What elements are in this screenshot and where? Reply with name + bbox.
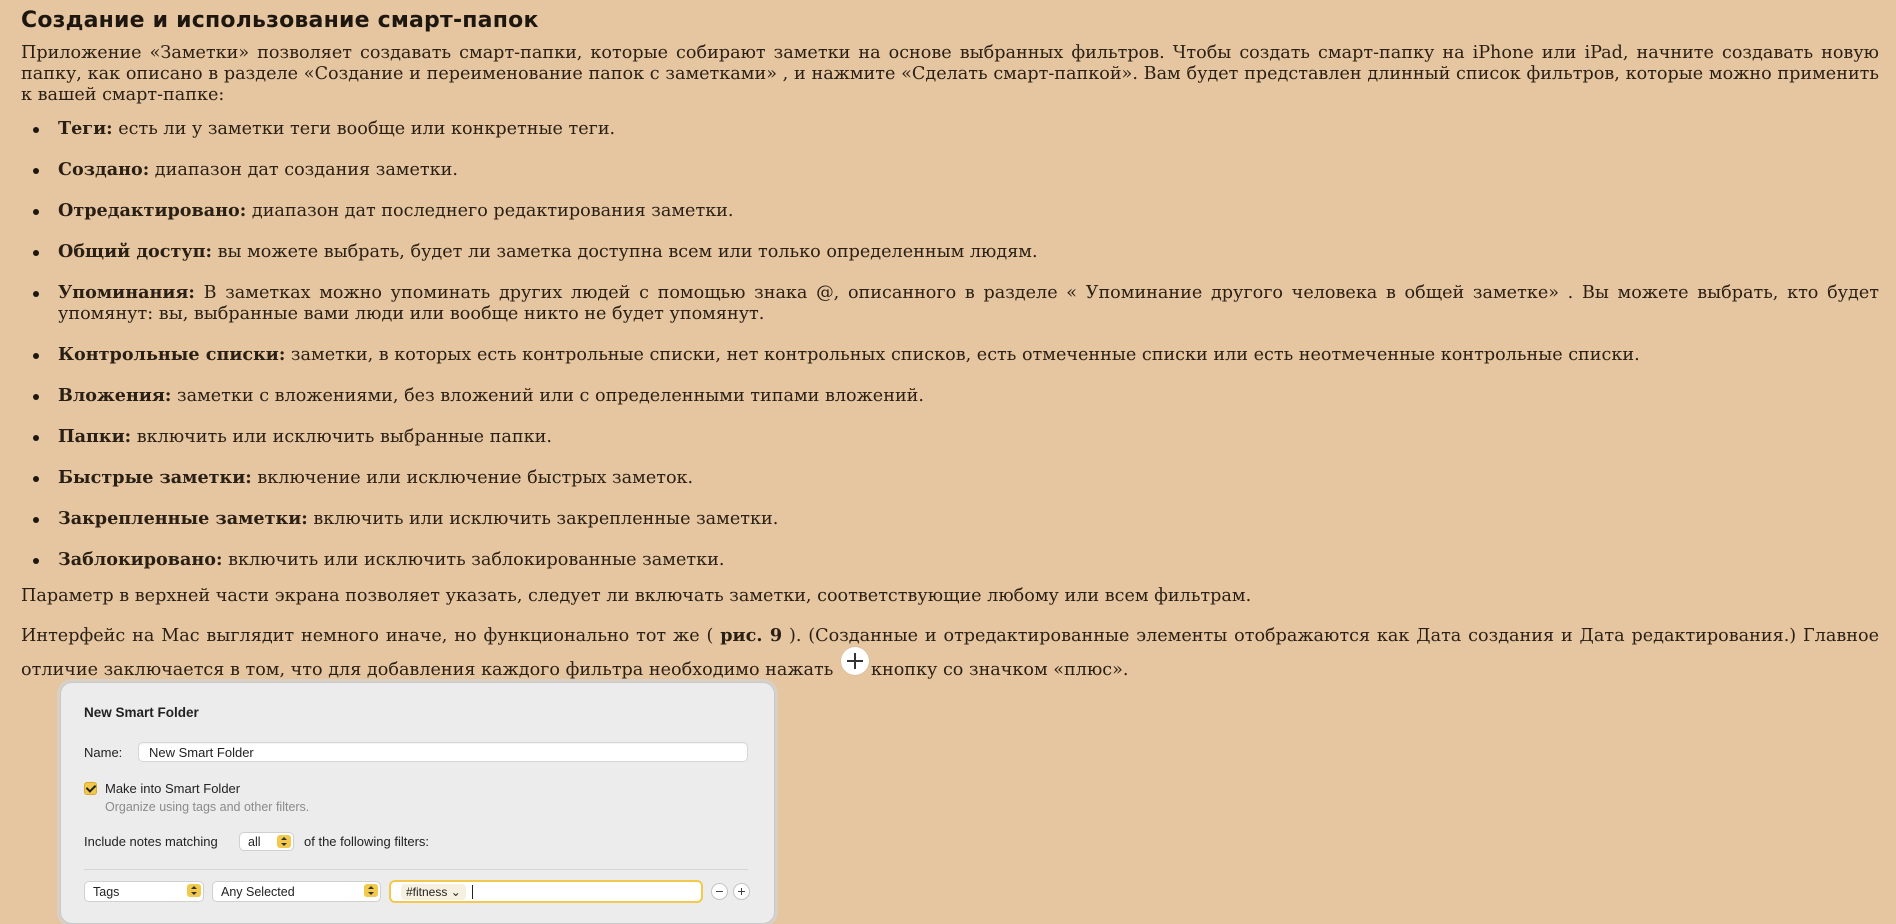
list-item [58, 344, 1879, 366]
filter-term: Заблокировано: [58, 549, 223, 570]
list-item [58, 200, 1879, 222]
filter-term: Отредактировано: [58, 200, 247, 221]
list-item [58, 118, 1879, 140]
tag-token: #fitness ⌄ [401, 884, 466, 900]
filter-desc: В заметках можно упоминать других людей с помощью знака @, описанного в разделе « Упоминание другого человека в общей заметке» . Вы можете выбрать, кто будет упомянут: вы, выбранные вами люди или вообще никто не будет упомянут. [58, 283, 1879, 324]
filter-term: Упоминания: [58, 282, 195, 303]
filter-mode-select [212, 881, 381, 902]
include-label: Include notes matching [84, 834, 218, 849]
filter-term: Создано: [58, 159, 150, 180]
page-title: Создание и использование смарт-папок [21, 8, 539, 33]
filter-term: Теги: [58, 118, 113, 139]
filter-term: Быстрые заметки: [58, 467, 252, 488]
make-smart-subtitle: Organize using tags and other filters. [105, 800, 310, 814]
list-item [58, 385, 1879, 407]
list-item [58, 549, 1879, 571]
param-paragraph: Параметр в верхней части экрана позволяет указать, следует ли включать заметки, соответствующие любому или всем фильтрам. [21, 586, 1252, 606]
figure-link[interactable]: рис. 9 [720, 625, 783, 646]
filter-desc: вы можете выбрать, будет ли заметка доступна всем или только определенным людям. [212, 242, 1038, 262]
include-value: all [248, 835, 261, 849]
article [21, 0, 1879, 699]
list-item [58, 159, 1879, 181]
filter-desc: есть ли у заметки теги вообще или конкретные теги. [112, 119, 616, 139]
stepper-icon [277, 835, 291, 848]
plus-icon [733, 883, 750, 900]
include-suffix: of the following filters: [304, 834, 430, 849]
filter-desc: включить или исключить выбранные папки. [131, 427, 552, 447]
mac-text-part3: кнопку со значком «плюс». [870, 660, 1129, 680]
filter-term: Вложения: [58, 385, 172, 406]
mac-text-part1: Интерфейс на Mac выглядит немного иначе, но функционально тот же ( [21, 626, 721, 646]
name-field: New Smart Folder [138, 742, 748, 762]
filter-term: Контрольные списки: [58, 344, 286, 365]
make-smart-label: Make into Smart Folder [105, 781, 241, 796]
filter-field-select [84, 881, 204, 902]
filter-desc: включить или исключить заблокированные заметки. [222, 550, 725, 570]
filter-term: Общий доступ: [58, 241, 213, 262]
stepper-icon [364, 884, 378, 897]
filter-desc: включение или исключение быстрых заметок. [251, 468, 694, 488]
tag-field [389, 880, 703, 903]
mac-text-part2: ). (Созданные и отредактированные элементы отображаются как Дата создания и Дата редактирования.) Главное отличие заключается в том, что для добавления каждого фильтра необходимо нажать [21, 626, 1879, 680]
list-item [58, 282, 1879, 325]
smart-folder-dialog-figure [60, 682, 775, 924]
list-item [58, 508, 1879, 530]
list-item [58, 426, 1879, 448]
filter-list [21, 118, 1879, 571]
filter-desc: диапазон дат создания заметки. [149, 160, 458, 180]
filter-desc: заметки с вложениями, без вложений или с определенными типами вложений. [171, 386, 924, 406]
filter-term: Закрепленные заметки: [58, 508, 308, 529]
list-item [58, 467, 1879, 489]
filter-desc: заметки, в которых есть контрольные списки, нет контрольных списков, есть отмеченные списки или есть неотмеченные контрольные списки. [285, 345, 1640, 365]
minus-icon [711, 883, 728, 900]
name-label: Name: [84, 745, 123, 760]
intro-paragraph: Приложение «Заметки» позволяет создавать смарт-папки, которые собирают заметки на основе выбранных фильтров. Чтобы создать смарт-папку на iPhone или iPad, начните создавать новую папку, как описано в разделе «Создание и переименование папок с заметками» , и нажмите «Сделать смарт-папкой». Вам будет представлен длинный список фильтров, которые можно применить к вашей смарт-папке: [21, 43, 1879, 105]
plus-icon [841, 647, 869, 675]
filter-desc: включить или исключить закрепленные заметки. [307, 509, 779, 529]
stepper-icon [187, 884, 201, 897]
filter-desc: диапазон дат последнего редактирования заметки. [246, 201, 734, 221]
dialog-title: New Smart Folder [84, 705, 199, 720]
filter-mode-value: Any Selected [221, 885, 295, 899]
filter-field-value: Tags [93, 885, 120, 899]
mac-paragraph [21, 619, 1879, 687]
text-caret [472, 885, 473, 899]
divider [84, 869, 748, 870]
filter-term: Папки: [58, 426, 132, 447]
make-smart-checkbox [84, 782, 97, 795]
list-item [58, 241, 1879, 263]
include-select [239, 832, 294, 851]
